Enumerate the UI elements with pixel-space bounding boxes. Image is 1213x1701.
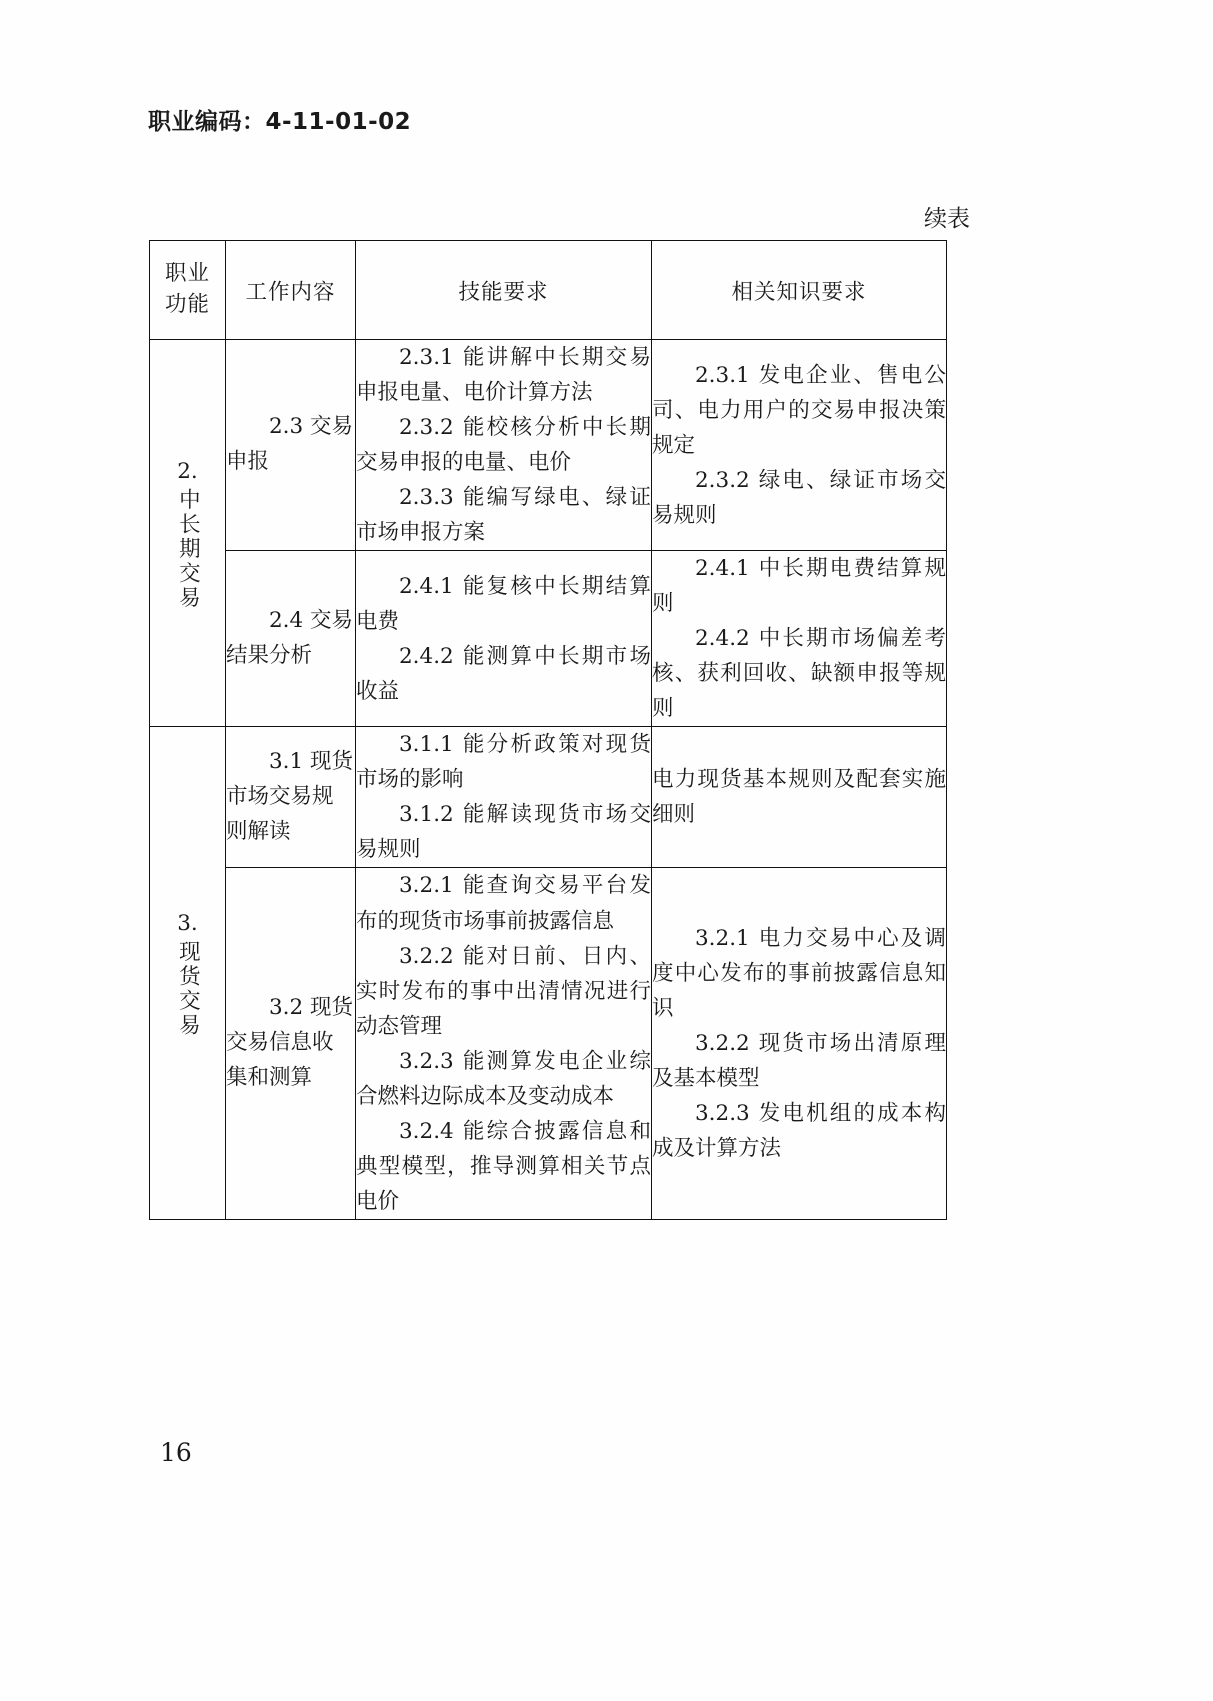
work-content-line: 则解读 bbox=[226, 818, 291, 844]
knowledge-item: 3.2.2 现货市场出清原理及基本模型 bbox=[652, 1031, 946, 1092]
skill-item: 3.1.1 能分析政策对现货市场的影响 bbox=[356, 732, 651, 793]
work-content-line: 集和测算 bbox=[226, 1065, 313, 1091]
table-row bbox=[150, 551, 947, 727]
work-content-line: 3.2 现货 bbox=[269, 995, 354, 1021]
column-header-skill-requirements: 技能要求 bbox=[356, 241, 652, 340]
work-content-line: 申报 bbox=[226, 449, 270, 475]
work-content-line: 交易信息收 bbox=[226, 1030, 334, 1056]
skill-item: 3.2.1 能查询交易平台发布的现货市场事前披露信息 bbox=[356, 873, 651, 934]
knowledge-item: 2.3.1 发电企业、售电公司、电力用户的交易申报决策规定 bbox=[652, 362, 946, 458]
work-content-line: 2.4 交易 bbox=[269, 607, 354, 633]
running-head-occupation-code: 职业编码：4-11-01-02 bbox=[148, 109, 412, 135]
skill-item: 2.3.1 能讲解中长期交易申报电量、电价计算方法 bbox=[356, 345, 651, 406]
job-function-label: 现货交易 bbox=[175, 940, 201, 1039]
skill-requirements-cell bbox=[356, 340, 652, 551]
knowledge-item: 2.4.2 中长期市场偏差考核、获利回收、缺额申报等规则 bbox=[652, 626, 946, 722]
column-header-job-function bbox=[150, 241, 226, 340]
knowledge-requirements-cell bbox=[652, 340, 947, 551]
page-number: 16 bbox=[160, 1438, 192, 1467]
work-content-cell bbox=[226, 868, 356, 1219]
job-function-number: 2. bbox=[177, 458, 198, 484]
knowledge-item: 2.4.1 中长期电费结算规则 bbox=[652, 556, 946, 617]
knowledge-requirements-cell bbox=[652, 868, 947, 1219]
table-body bbox=[150, 340, 947, 1220]
job-function-cell bbox=[150, 727, 226, 1219]
spec-table-container bbox=[149, 240, 946, 1220]
job-function-inner bbox=[150, 908, 225, 1038]
skill-item: 3.2.2 能对日前、日内、实时发布的事中出清情况进行动态管理 bbox=[356, 943, 651, 1039]
work-content-cell bbox=[226, 551, 356, 727]
work-content-line: 3.1 现货 bbox=[269, 749, 354, 775]
skill-requirements-cell bbox=[356, 727, 652, 868]
knowledge-requirements-cell bbox=[652, 727, 947, 868]
skill-requirements-cell bbox=[356, 551, 652, 727]
skill-item: 2.3.2 能校核分析中长期交易申报的电量、电价 bbox=[356, 415, 651, 476]
table-continued-caption: 续表 bbox=[924, 206, 970, 232]
column-header-job-function-line2: 功能 bbox=[164, 292, 210, 317]
knowledge-item: 3.2.1 电力交易中心及调度中心发布的事前披露信息知识 bbox=[652, 926, 946, 1022]
skill-item: 3.1.2 能解读现货市场交易规则 bbox=[356, 802, 651, 863]
column-header-work-content: 工作内容 bbox=[226, 241, 356, 340]
knowledge-item: 2.3.2 绿电、绿证市场交易规则 bbox=[652, 467, 946, 528]
table-row bbox=[150, 868, 947, 1219]
table-header-row bbox=[150, 241, 947, 340]
skill-item: 2.4.2 能测算中长期市场收益 bbox=[356, 643, 651, 704]
skill-item: 3.2.3 能测算发电企业综合燃料边际成本及变动成本 bbox=[356, 1048, 651, 1109]
table-row bbox=[150, 727, 947, 868]
work-content-cell bbox=[226, 340, 356, 551]
knowledge-item: 电力现货基本规则及配套实施细则 bbox=[652, 767, 946, 828]
work-content-line: 2.3 交易 bbox=[269, 414, 354, 440]
job-function-inner bbox=[150, 456, 225, 611]
column-header-knowledge-requirements: 相关知识要求 bbox=[652, 241, 947, 340]
occupational-skill-table bbox=[149, 240, 947, 1220]
work-content-line: 市场交易规 bbox=[226, 783, 334, 809]
knowledge-requirements-cell bbox=[652, 551, 947, 727]
column-header-job-function-line1: 职业 bbox=[164, 261, 210, 287]
knowledge-item: 3.2.3 发电机组的成本构成及计算方法 bbox=[652, 1101, 946, 1162]
job-function-number: 3. bbox=[177, 910, 198, 936]
skill-requirements-cell bbox=[356, 868, 652, 1219]
table-row bbox=[150, 340, 947, 551]
work-content-line: 结果分析 bbox=[226, 642, 313, 668]
job-function-label: 中长期交易 bbox=[175, 488, 201, 611]
job-function-cell bbox=[150, 340, 226, 727]
work-content-cell bbox=[226, 727, 356, 868]
skill-item: 2.3.3 能编写绿电、绿证市场申报方案 bbox=[356, 485, 651, 546]
skill-item: 2.4.1 能复核中长期结算电费 bbox=[356, 573, 651, 634]
skill-item: 3.2.4 能综合披露信息和典型模型，推导测算相关节点电价 bbox=[356, 1118, 651, 1214]
